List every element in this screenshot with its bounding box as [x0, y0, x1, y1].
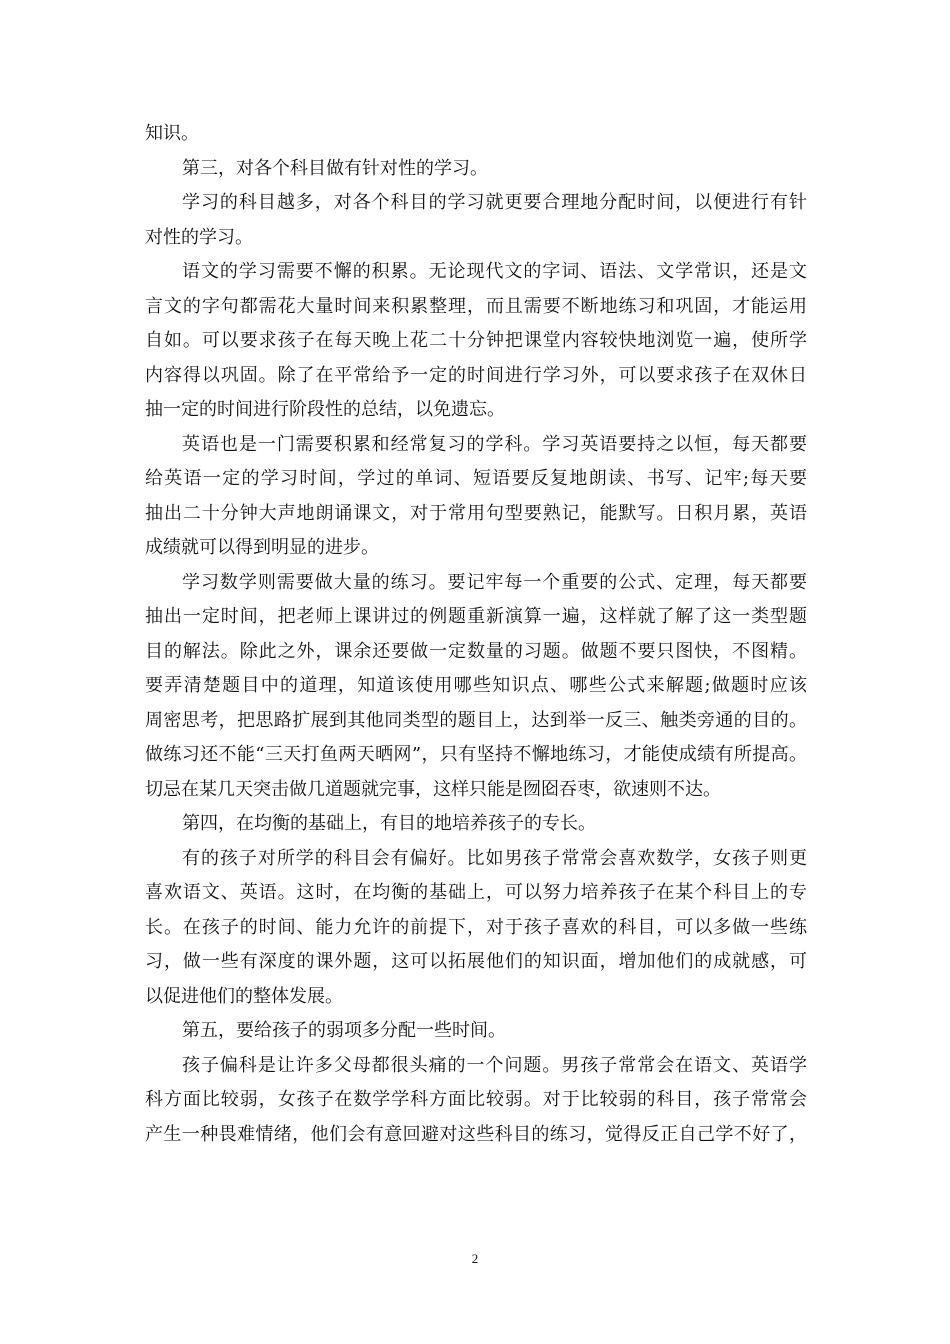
text-line: 学习数学则需要做大量的练习。要记牢每一个重要的公式、定理，每天都要 [182, 571, 807, 593]
text-line: 目的解法。除此之外，课余还要做一定数量的习题。做题不要只图快，不图精。 [145, 640, 807, 662]
text-line: 做练习还不能“三天打鱼两天晒网”，只有坚持不懈地练习，才能使成绩有所提高。 [145, 744, 807, 765]
text-line: 知识。 [145, 123, 199, 144]
text-line: 抽出一定时间，把老师上课讲过的例题重新演算一遍，这样就了解了这一类型题 [145, 606, 807, 627]
text-line: 语文的学习需要不懈的积累。无论现代文的字词、语法、文学常识，还是文 [182, 261, 807, 282]
text-line: 科方面比较弱，女孩子在数学学科方面比较弱。对于比较弱的科目，孩子常常会 [145, 1089, 807, 1110]
text-line: 产生一种畏难情绪，他们会有意回避对这些科目的练习，觉得反正自己学不好了， [145, 1123, 807, 1145]
page-number: 2 [471, 1251, 479, 1266]
text-line: 成绩就可以得到明显的进步。 [145, 537, 379, 558]
text-line: 对性的学习。 [145, 226, 253, 248]
text-line: 长。在孩子的时间、能力允许的前提下，对于孩子喜欢的科目，可以多做一些练 [145, 916, 807, 938]
text-line: 要弄清楚题目中的道理，知道该使用哪些知识点、哪些公式来解题;做题时应该 [145, 675, 807, 696]
body-text [145, 117, 807, 1152]
text-line: 自如。可以要求孩子在每天晚上花二十分钟把课堂内容较快地浏览一遍，使所学 [145, 330, 807, 351]
section-heading-third: 第三，对各个科目做有针对性的学习。 [182, 157, 488, 179]
text-line: 给英语一定的学习时间，学过的单词、短语要反复地朗读、书写、记牢;每天要 [145, 468, 807, 489]
text-line: 英语也是一门需要积累和经常复习的学科。学习英语要持之以恒，每天都要 [182, 433, 807, 455]
section-heading-fourth: 第四，在均衡的基础上，有目的地培养孩子的专长。 [182, 813, 596, 834]
text-line: 抽出二十分钟大声地朗诵课文，对于常用句型要熟记，能默写。日积月累，英语 [145, 502, 807, 524]
text-line: 内容得以巩固。除了在平常给予一定的时间进行学习外，可以要求孩子在双休日 [145, 364, 807, 386]
text-line: 有的孩子对所学的科目会有偏好。比如男孩子常常会喜欢数学，女孩子则更 [182, 847, 807, 869]
text-line: 孩子偏科是让许多父母都很头痛的一个问题。男孩子常常会在语文、英语学 [182, 1054, 807, 1076]
text-line: 喜欢语文、英语。这时，在均衡的基础上，可以努力培养孩子在某个科目上的专 [145, 882, 807, 903]
text-line: 学习的科目越多，对各个科目的学习就更要合理地分配时间，以便进行有针 [182, 192, 807, 213]
text-line: 以促进他们的整体发展。 [145, 985, 343, 1007]
text-line: 习，做一些有深度的课外题，这可以拓展他们的知识面，增加他们的成就感，可 [145, 951, 807, 972]
text-line: 言文的字句都需花大量时间来积累整理，而且需要不断地练习和巩固，才能运用 [145, 295, 807, 317]
text-line: 抽一定的时间进行阶段性的总结，以免遗忘。 [145, 399, 505, 420]
section-heading-fifth: 第五，要给孩子的弱项多分配一些时间。 [182, 1020, 506, 1041]
text-line: 周密思考，把思路扩展到其他同类型的题目上，达到举一反三、触类旁通的目的。 [145, 709, 807, 731]
text-line: 切忌在某几天突击做几道题就完事，这样只能是囫囵吞枣，欲速则不达。 [145, 778, 721, 800]
